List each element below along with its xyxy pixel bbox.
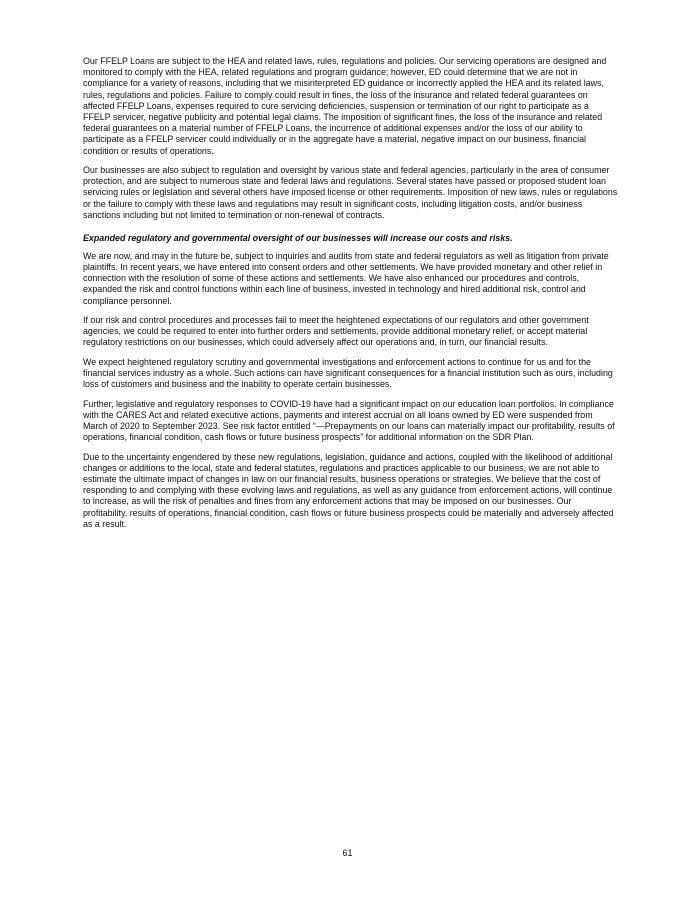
paragraph-covid-response: Further, legislative and regulatory responses to COVID-19 have had a significant impact on our education loan portfolios. In compliance with the CARES Act and related executive actions, payments and interest accrual on all loans owned by ED were suspended from March of 2020 to September 2023. See risk factor entitled “—Prepayments on our loans can materially impact our profitability, results of operations, financial condition, cash flows or future business prospects” for additional information on the SDR Plan. (83, 398, 615, 443)
paragraph-risk-control-procedures: If our risk and control procedures and processes fail to meet the heightened expectations of our regulators and other government agencies, we could be required to enter into further orders and settlements, provide additional monetary relief, or accept material regulatory restrictions on our businesses, which could adversely affect our operations and, in turn, our financial results. (83, 314, 589, 348)
paragraph-inquiries-audits: We are now, and may in the future be, subject to inquiries and audits from state and federal regulators as well as litigation from private plaintiffs. In recent years, we have entered into consent orders and other settlements. We have provided monetary and other relief in connection with the resolution of some of these actions and settlements. We have also enhanced our procedures and controls, expanded the risk and control functions within each line of business, invested in technology and hired additional risk, control and compliance personnel. (83, 250, 609, 306)
paragraph-uncertainty: Due to the uncertainty engendered by these new regulations, legislation, guidance and actions, coupled with the likelihood of additional changes or additions to the local, state and federal statutes, regulations and practices applicable to our business, we are not able to estimate the ultimate impact of changes in law on our financial results, business operations or strategies. We believe that the cost of responding to and complying with these evolving laws and regulations, as well as any guidance from enforcement actions, will continue to increase, as will the risk of penalties and fines from any enforcement actions that may be imposed on our businesses. Our profitability, results of operations, financial condition, cash flows or future business prospects could be materially and adversely affected as a result. (83, 451, 614, 529)
page-body (83, 56, 618, 538)
paragraph-ffelp-compliance: Our FFELP Loans are subject to the HEA and related laws, rules, regulations and policies. Our servicing operations are designed and monitored to comply with the HEA, related regulations and program guidance; however, ED could determine that we are not in compliance for a variety of reasons, including that we misinterpreted ED guidance or incorrectly applied the HEA and its related laws, rules, regulations and policies. Failure to comply could result in fines, the loss of the insurance and related federal guarantees on affected FFELP Loans, expenses required to cure servicing deficiencies, suspension or termination of our right to participate as a FFELP servicer, negative publicity and potential legal claims. The imposition of significant fines, the loss of the insurance and related federal guarantees on a material number of FFELP Loans, the incurrence of additional expenses and/or the loss of our ability to participate as a FFELP servicer could individually or in the aggregate have a material, negative impact on our business, financial condition or results of operations. (83, 56, 607, 156)
paragraph-state-federal-oversight: Our businesses are also subject to regulation and oversight by various state and federal agencies, particularly in the area of consumer protection, and are subject to numerous state and federal laws and regulations. Several states have passed or proposed student loan servicing rules or legislation and several others have imposed license or other requirements. Imposition of new laws, rules or regulations or the failure to comply with these laws and regulations may result in significant costs, including litigation costs, and/or business sanctions including but not limited to termination or non-renewal of contracts. (83, 165, 618, 220)
page-number: 61 (342, 848, 353, 858)
section-heading: Expanded regulatory and governmental oversight of our businesses will increase our costs and risks. (83, 233, 513, 244)
paragraph-regulatory-scrutiny: We expect heightened regulatory scrutiny and governmental investigations and enforcement actions to continue for us and for the financial services industry as a whole. Such actions can have significant consequences for a financial institution such as ours, including loss of customers and business and the inability to operate certain businesses. (83, 356, 613, 390)
